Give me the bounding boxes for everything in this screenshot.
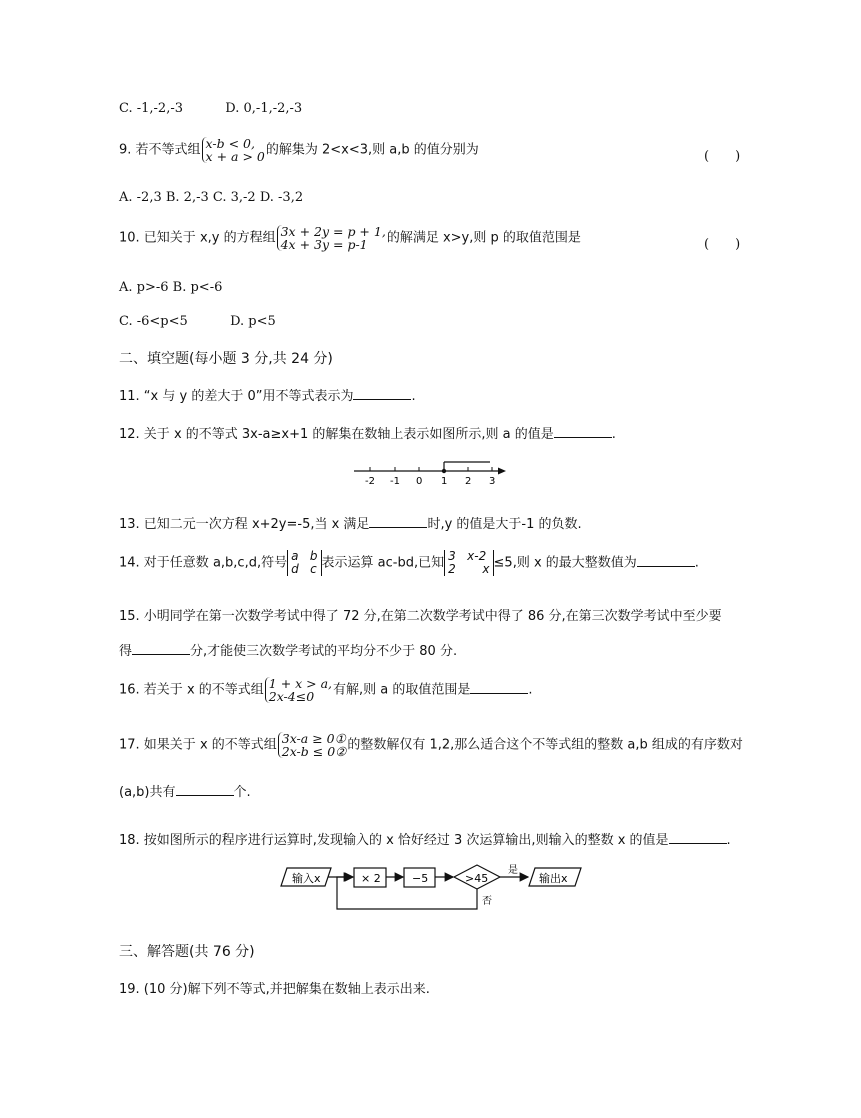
q14-suffix: ≤5,则 x 的最大整数值为 xyxy=(493,555,637,571)
question-13 xyxy=(119,513,582,532)
q14-det1-row2: d c xyxy=(291,562,317,576)
q17-line2-suffix: 个. xyxy=(233,785,251,800)
q17-suffix: 的整数解仅有 1,2,那么适合这个不等式组的整数 a,b 组成的有序数对 xyxy=(347,737,743,753)
flow-output-label: 输出x xyxy=(539,872,568,885)
number-line-ticks xyxy=(370,467,492,471)
q18-end: . xyxy=(726,833,731,848)
q14-blank[interactable] xyxy=(637,554,695,567)
q12-end: . xyxy=(611,427,616,442)
q9-options: A. -2,3 B. 2,-3 C. 3,-2 D. -3,2 xyxy=(119,190,304,205)
q9-system-line2: x + a > 0 xyxy=(205,149,265,164)
question-15-line2 xyxy=(119,640,457,659)
q10-option-d: D. p<5 xyxy=(230,314,276,329)
q14-det2-row1: 3 x-2 xyxy=(448,549,487,563)
q9-prefix: 9. 若不等式组 xyxy=(119,142,201,158)
q8-option-d: D. 0,-1,-2,-3 xyxy=(225,101,303,116)
q13-end: 时,y 的值是大于-1 的负数. xyxy=(427,517,582,532)
q17-prefix: 17. 如果关于 x 的不等式组 xyxy=(119,737,277,753)
q10-options-cd xyxy=(119,314,276,329)
q12-blank[interactable] xyxy=(554,425,612,438)
flow-input-label: 输入x xyxy=(292,872,321,885)
q18-blank[interactable] xyxy=(669,831,727,844)
question-19: 19. (10 分)解下列不等式,并把解集在数轴上表示出来. xyxy=(119,982,430,997)
q9-system xyxy=(202,137,265,163)
q10-option-c: C. -6<p<5 xyxy=(119,314,188,329)
q10-system-line2: 4x + 3y = p-1 xyxy=(280,237,368,252)
q16-blank[interactable] xyxy=(470,681,528,694)
q16-end: . xyxy=(528,682,533,698)
q17-line2-prefix: (a,b)共有 xyxy=(119,785,176,800)
question-11 xyxy=(119,385,416,404)
q14-prefix: 14. 对于任意数 a,b,c,d,符号 xyxy=(119,555,288,571)
question-12 xyxy=(119,423,616,442)
q10-answer-paren: ( ) xyxy=(704,237,741,252)
q10-suffix: 的解满足 x>y,则 p 的取值范围是 xyxy=(386,230,581,246)
section-2-title: 二、填空题(每小题 3 分,共 24 分) xyxy=(119,351,333,367)
q17-system-line1: 3x-a ≥ 0① xyxy=(281,731,346,746)
question-14 xyxy=(119,550,699,576)
q15-blank[interactable] xyxy=(132,642,190,655)
program-flowchart xyxy=(275,861,595,917)
q12-text: 12. 关于 x 的不等式 3x-a≥x+1 的解集在数轴上表示如图所示,则 a 的值是 xyxy=(119,427,554,442)
q18-text: 18. 按如图所示的程序进行运算时,发现输入的 x 恰好经过 3 次运算输出,则输入的整数 x 的值是 xyxy=(119,833,669,848)
flow-condition-label: >45 xyxy=(465,872,489,885)
q11-text: 11. “x 与 y 的差大于 0”用不等式表示为 xyxy=(119,389,354,404)
q10-options-ab: A. p>-6 B. p<-6 xyxy=(119,280,223,295)
tick-label-neg1: -1 xyxy=(390,476,400,487)
q9-suffix: 的解集为 2<x<3,则 a,b 的值分别为 xyxy=(265,142,479,158)
q17-system-line2: 2x-b ≤ 0② xyxy=(281,744,347,759)
number-line xyxy=(350,458,510,488)
q16-prefix: 16. 若关于 x 的不等式组 xyxy=(119,682,264,698)
tick-label-2: 2 xyxy=(465,476,472,487)
tick-label-neg2: -2 xyxy=(365,476,375,487)
flow-times2-label: × 2 xyxy=(361,872,381,885)
q14-det1-row1: a b xyxy=(291,549,318,563)
number-line-arrow xyxy=(498,468,506,475)
q15-line2-prefix: 得 xyxy=(119,644,133,659)
q14-middle: 表示运算 ac-bd,已知 xyxy=(321,555,445,571)
q17-system xyxy=(278,732,347,758)
q9-answer-paren: ( ) xyxy=(704,149,741,164)
q10-system-line1: 3x + 2y = p + 1, xyxy=(280,224,386,239)
tick-label-0: 0 xyxy=(416,476,423,487)
q16-system xyxy=(265,677,332,703)
section-3-title: 三、解答题(共 76 分) xyxy=(119,944,255,960)
question-9 xyxy=(119,137,479,163)
q13-blank[interactable] xyxy=(369,515,427,528)
question-10 xyxy=(119,225,581,251)
question-15-line1: 15. 小明同学在第一次数学考试中得了 72 分,在第二次数学考试中得了 86 分,在第三次数学考试中至少要 xyxy=(119,609,722,624)
q14-end: . xyxy=(694,555,699,571)
q16-system-line1: 1 + x > a, xyxy=(268,676,333,691)
flow-minus5-label: −5 xyxy=(412,872,429,885)
tick-label-1: 1 xyxy=(441,476,448,487)
flow-loop-back-arrow xyxy=(337,877,477,909)
q9-system-line1: x-b < 0, xyxy=(205,136,255,151)
q14-determinant-1 xyxy=(287,550,321,576)
flow-no-label: 否 xyxy=(482,896,492,907)
flow-yes-label: 是 xyxy=(508,865,518,876)
q10-prefix: 10. 已知关于 x,y 的方程组 xyxy=(119,230,276,246)
q15-line2-suffix: 分,才能使三次数学考试的平均分不少于 80 分. xyxy=(190,644,458,659)
q13-text: 13. 已知二元一次方程 x+2y=-5,当 x 满足 xyxy=(119,517,370,532)
question-18 xyxy=(119,829,731,848)
q17-blank[interactable] xyxy=(176,783,234,796)
question-17-line2 xyxy=(119,781,251,800)
question-16 xyxy=(119,677,533,703)
q16-suffix: 有解,则 a 的取值范围是 xyxy=(333,682,471,698)
tick-label-3: 3 xyxy=(489,476,496,487)
q10-system xyxy=(277,225,386,251)
q8-option-c: C. -1,-2,-3 xyxy=(119,101,184,116)
q16-system-line2: 2x-4≤0 xyxy=(268,689,315,704)
q11-blank[interactable] xyxy=(353,387,411,400)
number-line-solid-point xyxy=(442,469,446,473)
q14-determinant-2 xyxy=(444,550,493,576)
q14-det2-row2: 2 x xyxy=(448,562,490,576)
q11-end: . xyxy=(411,389,416,404)
q8-options xyxy=(119,101,302,116)
question-17 xyxy=(119,732,743,758)
